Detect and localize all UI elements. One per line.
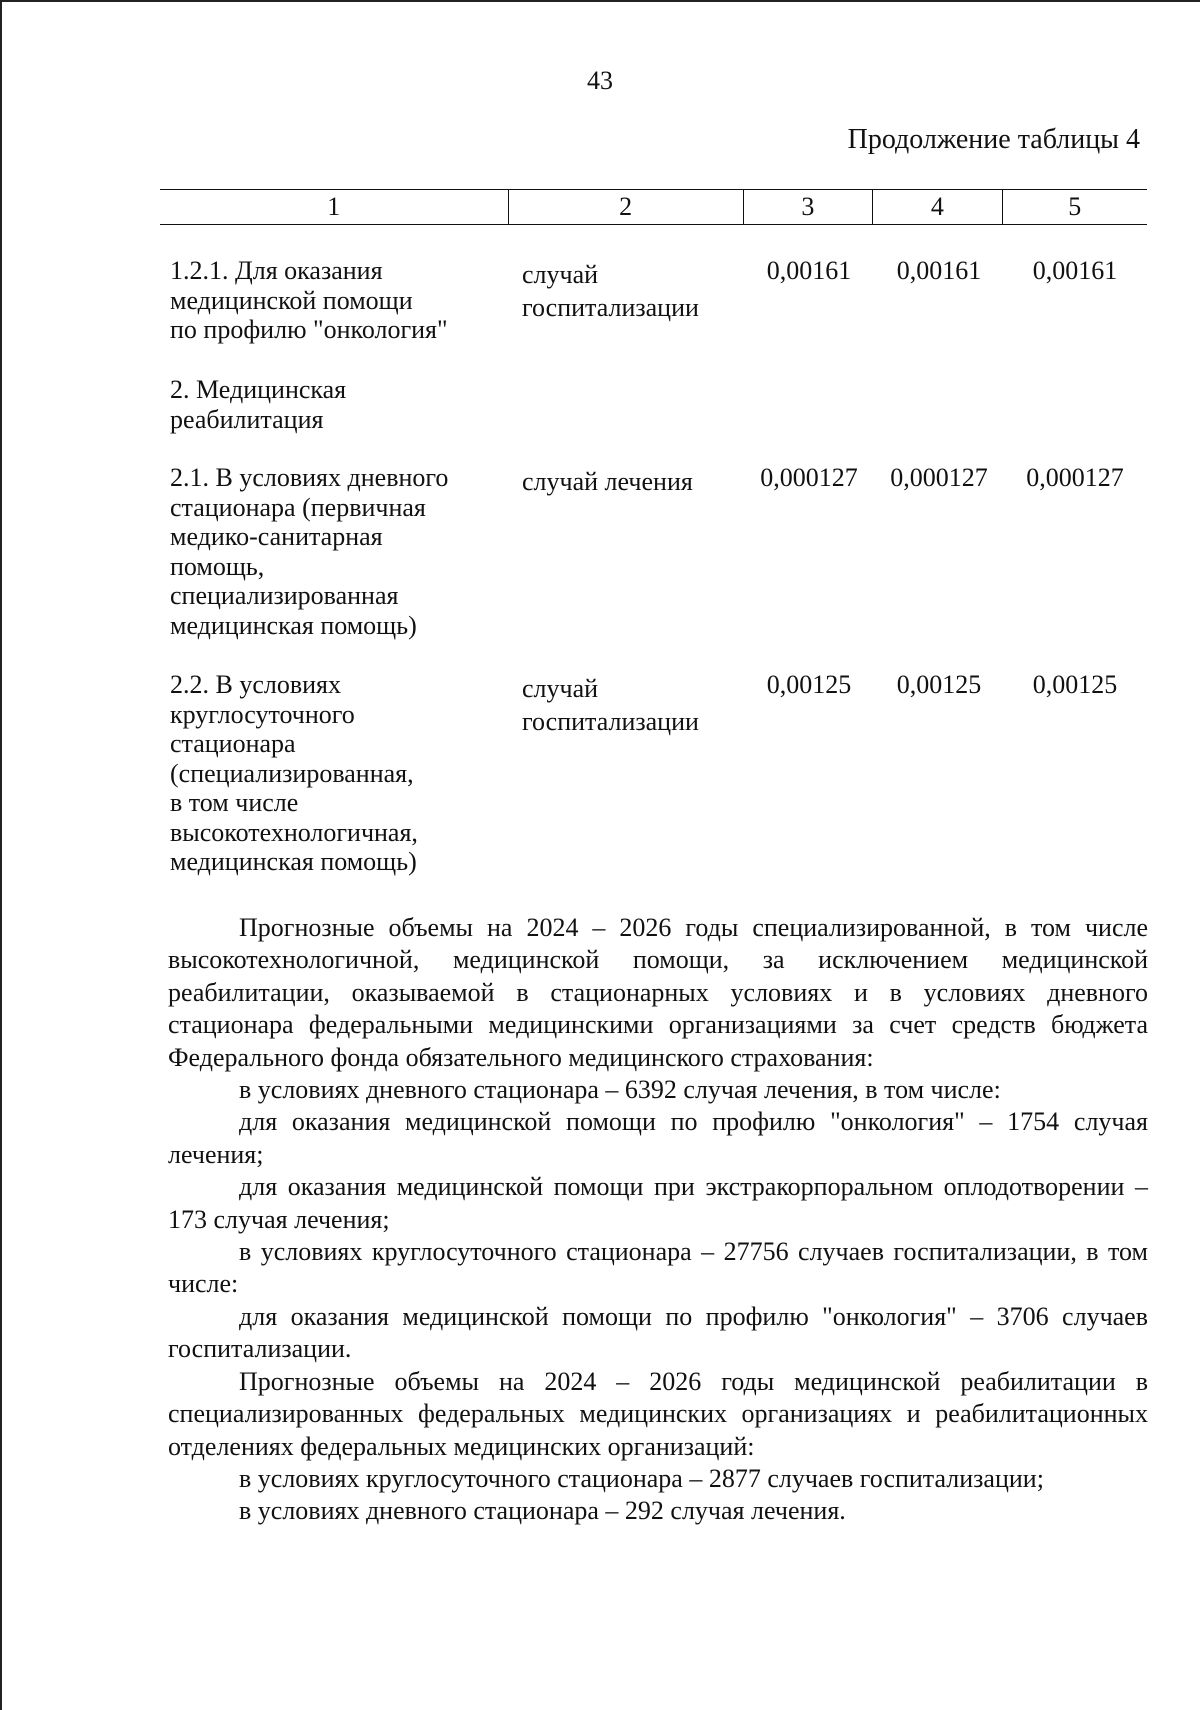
row-unit: случай госпитализации: [522, 674, 699, 736]
row-name: 2.1. В условиях дневного стационара (первичная медико-санитарная помощь, специализированная медицинская помощь): [170, 463, 449, 640]
table-header-cell: 2: [509, 190, 744, 224]
paragraph: для оказания медицинской помощи по профилю "онкология" – 3706 случаев госпитализации.: [168, 1301, 1148, 1364]
table-header-cell: 3: [744, 190, 873, 224]
row-value-col5: 0,00161: [1032, 256, 1118, 285]
table-header-cell: 4: [873, 190, 1002, 224]
paragraph: в условиях дневного стационара – 6392 случая лечения, в том числе:: [239, 1075, 1001, 1105]
table-continuation-label: Продолжение таблицы 4: [847, 124, 1140, 155]
paragraph: в условиях круглосуточного стационара – 27756 случаев госпитализации, в том числе:: [168, 1237, 1148, 1299]
page-border-top: [0, 0, 1200, 2]
row-unit: случай лечения: [522, 467, 693, 496]
paragraph: для оказания медицинской помощи по профилю "онкология" – 1754 случая лечения;: [168, 1107, 1148, 1169]
table-header-cell: 1: [160, 190, 509, 224]
paragraph: в условиях дневного стационара – 292 случая лечения.: [239, 1496, 846, 1526]
row-value-col4: 0,00125: [896, 670, 982, 699]
row-value-col5: 0,00125: [1032, 670, 1118, 699]
row-name: 1.2.1. Для оказания медицинской помощи по профилю "онкология": [170, 256, 448, 344]
row-name: 2. Медицинская реабилитация: [170, 375, 347, 434]
paragraph: для оказания медицинской помощи при экстракорпоральном оплодотворении – 173 случая лечения;: [168, 1172, 1148, 1234]
row-name: 2.2. В условиях круглосуточного стационара (специализированная, в том числе высокотехнологичная, медицинская помощь): [170, 670, 418, 876]
row-value-col4: 0,00161: [896, 256, 982, 285]
paragraph: Прогнозные объемы на 2024 – 2026 годы медицинской реабилитации в специализированных федеральных медицинских организациях и реабилитационных отделениях федеральных медицинских организаций:: [168, 1366, 1148, 1461]
page-number: 43: [587, 66, 613, 95]
table-header-cell: 5: [1068, 192, 1082, 221]
row-value-col3: 0,00125: [766, 670, 852, 699]
paragraph: в условиях круглосуточного стационара – 2877 случаев госпитализации;: [239, 1463, 1044, 1493]
page-border-left: [0, 0, 2, 1710]
row-value-col4: 0,000127: [890, 463, 988, 492]
row-unit: случай госпитализации: [522, 260, 699, 322]
row-value-col3: 0,00161: [766, 256, 852, 285]
body-text: [168, 912, 1148, 1528]
table-header-row: [160, 189, 1147, 225]
row-value-col5: 0,000127: [1026, 463, 1124, 492]
paragraph: Прогнозные объемы на 2024 – 2026 годы специализированной, в том числе высокотехнологичной, медицинской помощи, за исключением медицинской реабилитации, оказываемой в стационарных условиях и в условиях дневного стационара федеральными медицинскими организациями за счет средств бюджета Федерального фонда обязательного медицинского страхования:: [168, 913, 1148, 1072]
row-value-col3: 0,000127: [760, 463, 858, 492]
